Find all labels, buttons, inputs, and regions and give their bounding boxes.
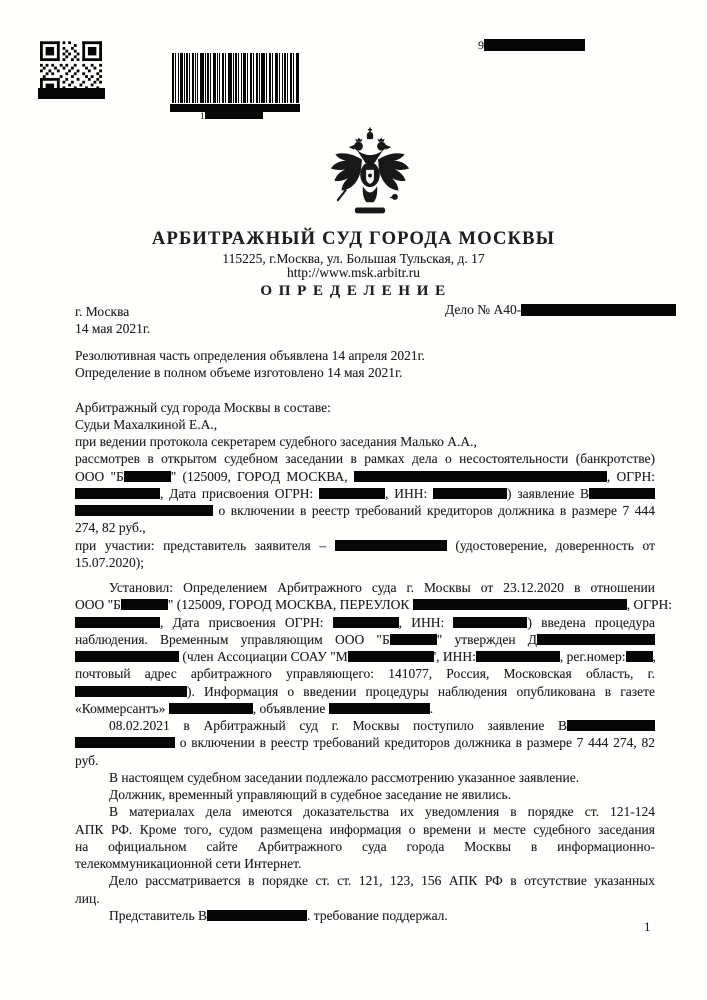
- redaction-bar: [329, 703, 430, 714]
- text-line: ООО "Б " (125009, ГОРОД МОСКВА, ПЕРЕУЛОК , ОГРН:: [75, 597, 673, 613]
- redaction-bar: [413, 599, 627, 610]
- text-line: при участии: представитель заявителя – (удостоверение, доверенность от: [75, 537, 655, 553]
- redaction-bar: [476, 651, 560, 662]
- redaction-bar: [348, 651, 434, 662]
- text-line: ООО "Б " (125009, ГОРОД МОСКВА, , ОГРН:: [75, 468, 656, 484]
- redaction-bar: [205, 110, 263, 119]
- redaction-bar: [567, 720, 655, 731]
- text-line: лиц.: [75, 890, 100, 906]
- redaction-bar: [75, 651, 179, 662]
- case-number-label: Дело № А40-: [445, 302, 522, 317]
- document-number-prefix: 9: [478, 38, 484, 52]
- text-line: АПК РФ. Кроме того, судом размещена информация о времени и месте судебного заседания: [75, 821, 655, 837]
- redaction-bar: [537, 634, 655, 645]
- redaction-bar: [75, 488, 160, 499]
- text-line: телекоммуникационной сети Интернет.: [75, 856, 302, 871]
- court-website: http://www.msk.arbitr.ru: [287, 265, 420, 280]
- text-line: Резолютивная часть определения объявлена 14 апреля 2021г.: [75, 348, 425, 363]
- redaction-bar: [75, 737, 175, 748]
- redaction-bar: [453, 617, 527, 628]
- text-line: ). Информация о введении процедуры наблюдения опубликована в газете: [75, 683, 655, 700]
- barcode: [172, 53, 299, 108]
- document-body: [75, 347, 673, 924]
- page-number: 1: [644, 919, 651, 934]
- text-line: Установил: Определением Арбитражного суда г. Москвы от 23.12.2020 в отношении: [109, 580, 655, 595]
- text-line: почтовый адрес арбитражного управляющего: 141077, Россия, Московская область, г.: [75, 666, 655, 682]
- redaction-bar: [75, 505, 213, 516]
- redaction-bar: [589, 488, 655, 499]
- text-line: на официальном сайте Арбитражного суда города Москвы в информационно-: [75, 838, 655, 854]
- court-address: 115225, г.Москва, ул. Большая Тульская, д. 17: [222, 251, 485, 266]
- redaction-bar: [75, 686, 187, 697]
- text-line: 274, 82 руб.,: [75, 520, 146, 536]
- text-line: «Коммерсантъ» , объявление .: [75, 700, 434, 716]
- redaction-bar: [521, 304, 676, 316]
- text-line: рассмотрев в открытом судебном заседании в рамках дела о несостоятельности (банкротстве): [75, 451, 655, 467]
- document-number: [478, 38, 585, 53]
- text-line: руб.: [75, 752, 99, 768]
- text-line: , Дата присвоения ОГРН: , ИНН: ) введена процедура: [75, 614, 655, 631]
- redaction-bar: [354, 471, 607, 482]
- redaction-bar: [38, 88, 105, 99]
- date-label: 14 мая 2021г.: [75, 321, 151, 336]
- redaction-bar: [207, 910, 307, 921]
- redaction-bar: [433, 488, 507, 499]
- text-line: Определение в полном объеме изготовлено 14 мая 2021г.: [75, 365, 403, 381]
- text-line: наблюдения. Временным управляющим ООО "Б " утвержден Д: [75, 631, 655, 648]
- text-line: 15.07.2020);: [75, 554, 144, 570]
- redaction-bar: [121, 599, 168, 610]
- text-line: , Дата присвоения ОГРН: , ИНН: ) заявление В: [75, 485, 655, 502]
- court-name: АРБИТРАЖНЫЙ СУД ГОРОДА МОСКВЫ: [151, 229, 556, 249]
- redaction-bar: [319, 488, 385, 499]
- text-line: В материалах дела имеются доказательства их уведомления в порядке ст. 121-124: [109, 804, 655, 820]
- paragraph-gap: [75, 382, 655, 399]
- case-number: [445, 302, 676, 318]
- redaction-bar: [484, 39, 585, 51]
- redaction-bar: [335, 540, 447, 551]
- text-line: при ведении протокола секретарем судебного заседания Малько А.А.,: [75, 434, 477, 449]
- redaction-bar: [390, 634, 437, 645]
- paragraph-gap: [75, 571, 655, 579]
- barcode-label-prefix: 1: [200, 111, 205, 121]
- text-line: (член Ассоциации СОАУ "М ', ИНН: , рег.номер: ,: [75, 648, 655, 665]
- russia-coat-of-arms-icon: [330, 126, 410, 218]
- text-line: В настоящем судебном заседании подлежало рассмотрению указанное заявление.: [109, 769, 580, 785]
- text-line: о включении в реестр требований кредиторов должника в размере 7 444 274, 82: [75, 734, 655, 751]
- text-line: Должник, временный управляющий в судебное заседание не явились.: [109, 787, 512, 802]
- redaction-bar: [75, 617, 160, 628]
- text-line: 08.02.2021 в Арбитражный суд г. Москвы поступило заявление В: [75, 717, 655, 734]
- redaction-bar: [169, 703, 253, 714]
- coat-of-arms: [330, 126, 410, 223]
- text-line: о включении в реестр требований кредиторов должника в размере 7 444: [75, 502, 655, 519]
- text-line: Судьи Махалкиной Е.А.,: [75, 416, 218, 432]
- redaction-bar: [333, 617, 399, 628]
- text-line: Арбитражный суд города Москвы в составе:: [75, 399, 331, 415]
- redaction-bar: [626, 651, 653, 662]
- place-label: г. Москва: [75, 304, 130, 319]
- redaction-bar: [124, 471, 171, 482]
- barcode-label: [200, 110, 263, 121]
- letterhead: [0, 227, 707, 301]
- barcode-icon: [172, 53, 299, 103]
- text-line: Представитель В . требование поддержал.: [109, 907, 448, 923]
- text-line: Дело рассматривается в порядке ст. ст. 121, 123, 156 АПК РФ в отсутствие указанных: [109, 873, 655, 889]
- document-type-title: О П Р Е Д Е Л Е Н И Е: [260, 283, 447, 299]
